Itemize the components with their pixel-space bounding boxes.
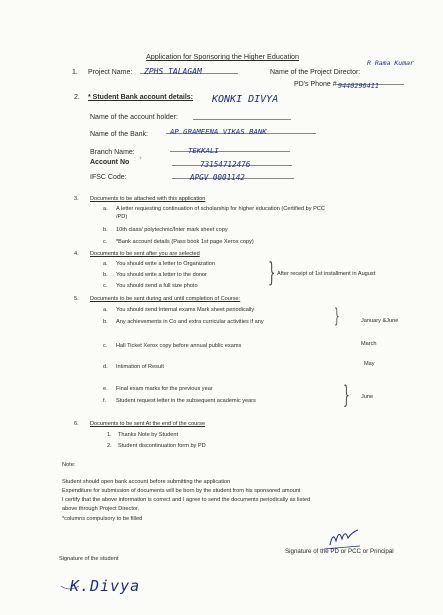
note-line: above through Project Director.: [62, 506, 140, 512]
list-marker: b.: [103, 319, 108, 325]
pd-signature-underline: [324, 546, 360, 549]
section-number: 6.: [74, 421, 79, 427]
list-marker: a.: [103, 206, 108, 212]
note-label: Note:: [62, 462, 76, 468]
schedule-label: January &June: [361, 318, 399, 324]
section-number: 4.: [74, 251, 79, 257]
list-item: Student request letter in the subsequent academic years: [116, 398, 256, 404]
list-item: You should send Internal exams Mark sheet periodically: [116, 307, 255, 313]
list-marker: b.: [103, 227, 108, 233]
curly-brace: }: [343, 381, 350, 409]
list-item: /PD): [116, 214, 128, 220]
pd-signature-label: Signature of the PD or PCC or Principal: [285, 548, 394, 555]
stray-marks: : *: [134, 157, 143, 163]
list-marker: f.: [103, 398, 107, 404]
project-name-value: ZPHS TALAGAM: [144, 67, 202, 76]
pd-phone-label: PD's Phone #: [294, 81, 337, 88]
list-item: *Bank account details (Pass book 1st page Xerox copy): [116, 239, 254, 245]
list-item: You should send a full size photo: [116, 283, 198, 289]
branch-name-label: Branch Name:: [90, 149, 135, 156]
list-item: 10th class/ polytechnic/Inter mark sheet copy: [116, 227, 228, 233]
section6-heading: Documents to be sent At the end of the course: [90, 421, 206, 427]
schedule-label: May: [364, 361, 375, 367]
student-signature: K.Divya: [70, 577, 141, 595]
section-number: 5.: [74, 296, 79, 302]
schedule-label: June: [361, 394, 374, 400]
list-marker: 2.: [107, 443, 112, 449]
list-marker: a.: [103, 261, 108, 267]
account-number-value: 73154712476: [200, 160, 251, 169]
student-signature-label: Signature of the student: [59, 556, 119, 562]
list-item: Final exam marks for the previous year: [116, 386, 213, 392]
list-item: Hall Ticket Xerox copy before annual public exams: [116, 343, 242, 349]
curly-brace: }: [334, 303, 340, 327]
curly-brace: }: [268, 258, 276, 288]
list-marker: c.: [103, 283, 108, 289]
list-marker: 1.: [107, 432, 112, 438]
note-line: Student should open bank account before submitting the application: [62, 479, 231, 485]
pd-signature-stroke: [330, 530, 358, 545]
list-marker: c.: [103, 343, 108, 349]
project-name-label: Project Name:: [88, 69, 133, 76]
note-line: *columns compulsory to be filled: [62, 516, 143, 522]
schedule-label: March: [361, 341, 377, 347]
project-director-label: Name of the Project Director:: [270, 69, 361, 76]
section-number: 3.: [74, 196, 79, 202]
ifsc-code-label: IFSC Code:: [90, 174, 127, 181]
list-marker: b.: [103, 272, 108, 278]
section4-heading: Documents to be sent after you are selected: [90, 251, 200, 257]
branch-name-value: TEKKALI: [188, 146, 219, 155]
list-item: A letter requesting continuation of scholarship for higher education (Certified by PCC: [116, 206, 325, 212]
note-line: I certify that the above information is correct and I agree to send the documents periodically as listed: [62, 497, 311, 503]
list-item: Thanks Note by Student: [118, 432, 179, 438]
list-item: You should write a letter to the donor: [116, 272, 207, 278]
list-item: Intimation of Result: [116, 364, 164, 370]
account-number-label: Account No: [90, 159, 130, 166]
student-signature-flourish: [61, 586, 79, 589]
section-number: 1.: [72, 69, 78, 76]
list-marker: e.: [103, 386, 108, 392]
section-number: 2.: [74, 94, 80, 101]
section4-timing-note: After receipt of 1st installment in August: [277, 271, 376, 277]
bank-heading: * Student Bank account details:: [88, 94, 194, 101]
list-item: You should write a letter to Organization: [116, 261, 215, 267]
section5-heading: Documents to be sent during and until completion of Course:: [90, 296, 241, 302]
list-marker: c.: [103, 239, 108, 245]
list-item: Student discontinuation form by PD: [118, 443, 206, 449]
ifsc-code-value: APGV 0001142: [190, 173, 245, 182]
note-line: Expenditure for submission of documents will be born by the student from his sponsored amount: [62, 488, 301, 494]
document-title: Application for Sponsoring the Higher Education: [146, 52, 300, 61]
project-director-value: R Rama Kumar: [367, 59, 414, 67]
bank-name-label: Name of the Bank:: [90, 131, 148, 138]
section3-heading: Documents to be attached with this application: [90, 196, 206, 202]
pd-phone-value: 9440296411: [338, 82, 379, 90]
list-marker: a.: [103, 307, 108, 313]
bank-name-value: AP GRAMEENA VIKAS BANK: [170, 127, 267, 136]
list-item: Any achievements in Co and extra curricular activities if any: [116, 319, 264, 325]
account-holder-label: Name of the account holder:: [90, 114, 178, 121]
list-marker: d.: [103, 364, 108, 370]
account-holder-value: KONKI DIVYA: [212, 94, 279, 105]
